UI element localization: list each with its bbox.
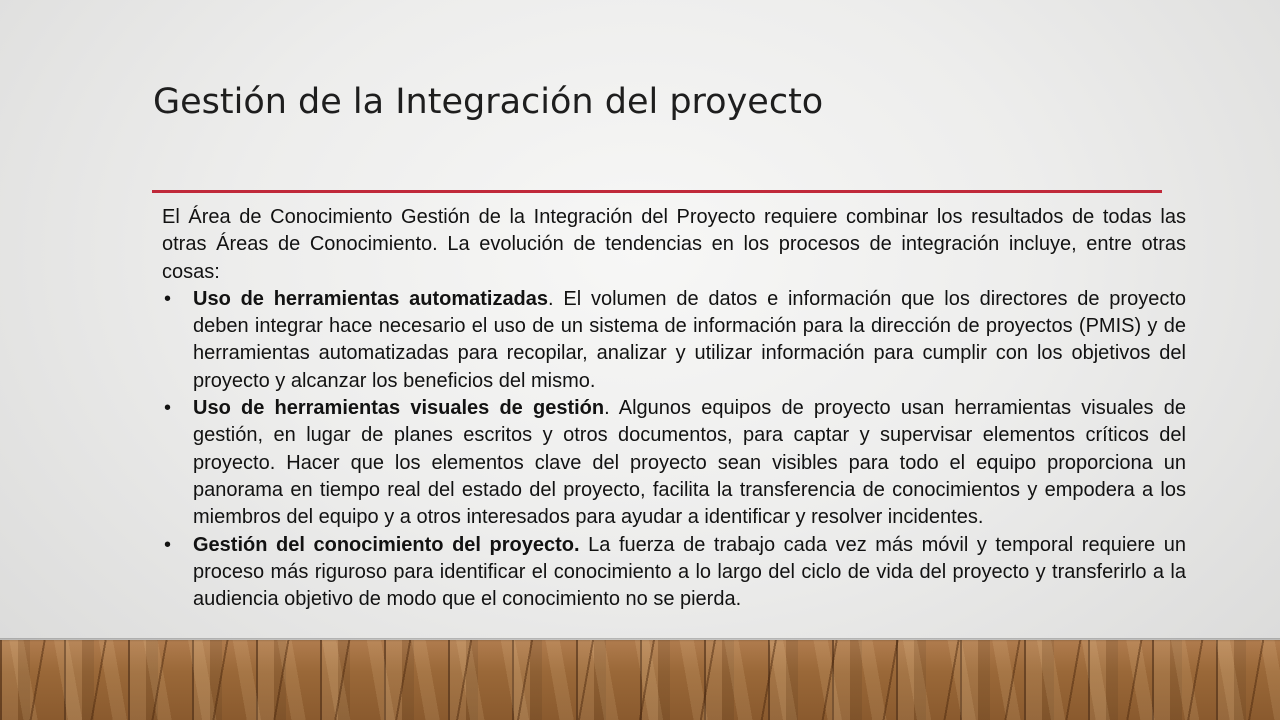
slide-body	[162, 204, 1186, 613]
bullet-text: . Algunos equipos de proyecto usan herramientas visuales de gestión, en lugar de planes escritos y otros documentos, para captar y supervisar elementos críticos del proyecto. Hacer que los elementos clave del proyecto sean visibles para todo el equipo proporciona un panorama en tiempo real del estado del proyecto, facilita la transferencia de conocimientos y empodera a los miembros del equipo y a otros interesados para ayudar a identificar y resolver incidentes.	[193, 397, 1186, 529]
wood-floor-planks	[0, 640, 1280, 720]
bullet-icon: •	[164, 397, 172, 420]
slide-title: Gestión de la Integración del proyecto	[153, 82, 824, 122]
bullet-icon: •	[164, 287, 172, 310]
bullet-heading: Gestión del conocimiento del proyecto.	[193, 533, 580, 556]
bullet-heading: Uso de herramientas automatizadas	[193, 287, 549, 310]
bullet-list	[162, 286, 1186, 614]
bullet-item-visual-tools	[162, 395, 1186, 531]
intro-paragraph: El Área de Conocimiento Gestión de la Integración del Proyecto requiere combinar los resultados de todas las otras Áreas de Conocimiento. La evolución de tendencias en los procesos de integración incluye, entre otras cosas:	[162, 206, 1186, 283]
floor-edge-shadow	[0, 638, 1280, 642]
bullet-icon: •	[164, 533, 172, 556]
bullet-item-knowledge-management	[162, 532, 1186, 614]
bullet-text: La fuerza de trabajo cada vez más móvil y temporal requiere un proceso más riguroso para identificar el conocimiento a lo largo del ciclo de vida del proyecto y transferirlo a la audiencia objetivo de modo que el conocimiento no se pierda.	[193, 533, 1186, 611]
bullet-heading: Uso de herramientas visuales de gestión	[193, 397, 605, 420]
title-divider	[152, 190, 1162, 193]
bullet-text: . El volumen de datos e información que los directores de proyecto deben integrar hace necesario el uso de un sistema de información para la dirección de proyectos (PMIS) y de herramientas automatizadas para recopilar, analizar y utilizar información para cumplir con los objetivos del proyecto y alcanzar los beneficios del mismo.	[193, 287, 1186, 392]
bullet-item-automated-tools	[162, 286, 1186, 395]
